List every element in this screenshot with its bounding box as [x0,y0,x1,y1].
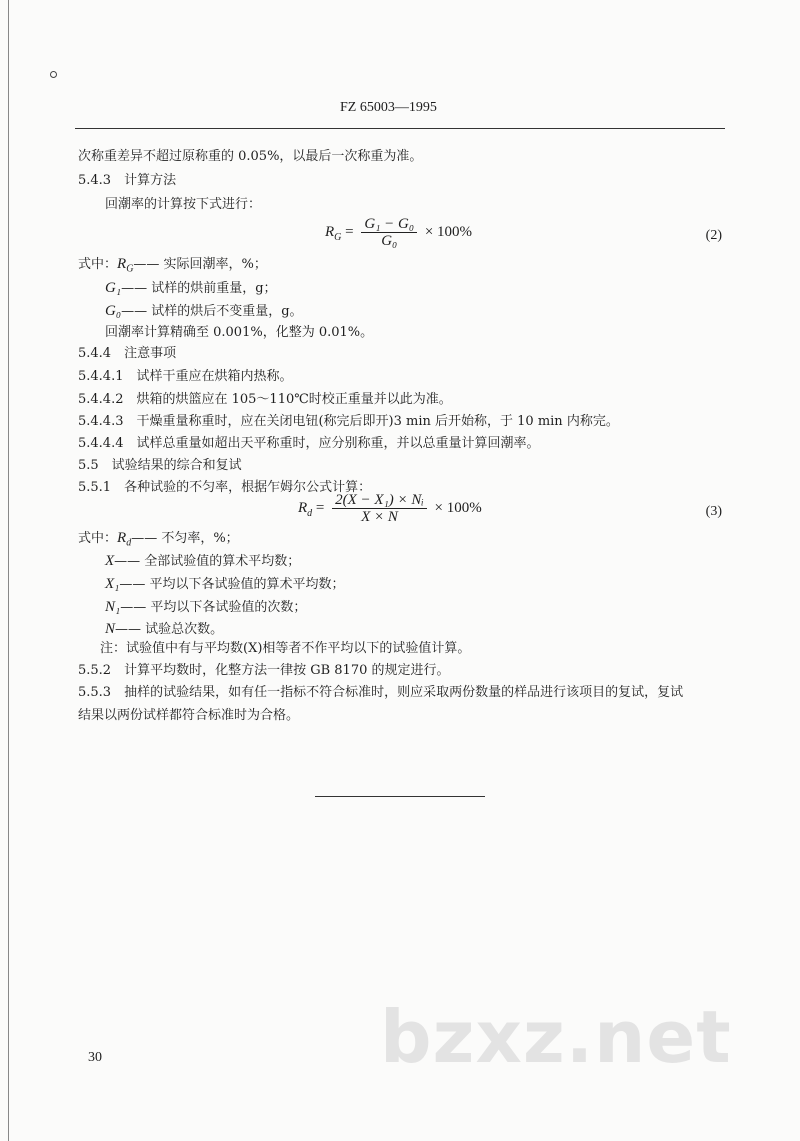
formula-lhs-sub: G [334,231,342,243]
end-rule [315,796,485,797]
formula-3: $R_d$ = $\frac{\text{2(X − X₁) × Nᵢ}}{X \times N}$ × 100% [298,492,482,525]
watermark: bzxz.net [380,995,732,1079]
symbol: X [105,553,115,569]
text-line: 5.5.2 计算平均数时，化整方法一律按 GB 8170 的规定进行。 [78,663,450,678]
text-line: 次称重差异不超过原称重的 0.05%，以最后一次称重为准。 [78,149,423,164]
equation-number: (2) [705,228,722,243]
definition: —— 全部试验值的算术平均数； [114,554,301,569]
binding-hole [50,71,57,78]
formula-numerator: G₁ − G₀ [361,216,417,233]
text-line: 5.4.4.2 烘箱的烘篮应在 105～110℃时校正重量并以此为准。 [78,392,452,407]
symbol: G₀ [105,303,122,319]
note: 注：试验值中有与平均数(X)相等者不作平均以下的试验值计算。 [100,641,471,656]
where-label: 式中： [78,257,118,272]
formula-2: $R_G$ = $\frac{\text{G₁ − G₀}}{\text{G₀}}$ × 100% [325,216,473,249]
text-line: 回潮率的计算按下式进行： [105,197,262,212]
text-line: 5.5.3 抽样的试验结果，如有任一指标不符合标准时，则应采取两份数量的样品进行该项目的复试，复试 [78,685,684,700]
where-label: 式中： [78,531,118,546]
text-line: 5.4.4.3 干燥重量称重时，应在关闭电钮(称完后即开)3 min 后开始称，于 10 min 内称完。 [78,414,619,429]
page-number: 30 [88,1050,102,1065]
symbol-sub: G [126,263,134,275]
definition: —— 试样的烘后不变重量，g。 [121,304,303,319]
text-line: 5.4.4.1 试样干重应在烘箱内热称。 [78,369,293,384]
formula-lhs: R [298,499,308,516]
definition: —— 试验总次数。 [115,622,224,637]
formula-lhs: R [325,223,335,240]
symbol: N [105,621,116,637]
definition: —— 试样的烘前重量，g； [121,281,277,296]
formula-lhs-sub: d [307,507,313,519]
symbol: R [117,256,127,272]
section-heading: 5.4.4 注意事项 [78,346,177,361]
text-line: 5.4.4.4 试样总重量如超出天平称重时，应分别称重，并以总重量计算回潮率。 [78,436,540,451]
equation-number: (3) [705,504,722,519]
formula-tail: × 100% [434,499,482,516]
symbol: X₁ [105,576,120,592]
formula-tail: × 100% [424,223,473,240]
formula-numerator: 2(X − X₁) × Nᵢ [332,492,427,509]
text-line: 结果以两份试样都符合标准时为合格。 [78,708,300,723]
symbol: G₁ [105,280,122,296]
definition: —— 平均以下各试验值的次数； [120,600,307,615]
symbol-sub: d [126,537,132,549]
definition: —— 平均以下各试验值的算术平均数； [119,577,345,592]
text-line: 回潮率计算精确至 0.001%，化整为 0.01%。 [105,325,374,340]
header-rule [75,128,725,129]
header-code: FZ 65003—1995 [340,100,437,115]
symbol: N₁ [105,599,121,615]
text-line: 5.5.1 各种试验的不匀率，根据乍姆尔公式计算： [78,480,372,495]
definition: —— 实际回潮率，%； [133,257,267,272]
definition: —— 不匀率，%； [131,531,239,546]
section-heading: 5.4.3 计算方法 [78,173,177,188]
section-heading: 5.5 试验结果的综合和复试 [78,458,242,473]
formula-denominator: G₀ [381,233,398,249]
symbol: R [117,530,127,546]
scan-edge [8,0,9,1141]
formula-denominator: X × N [361,509,398,525]
